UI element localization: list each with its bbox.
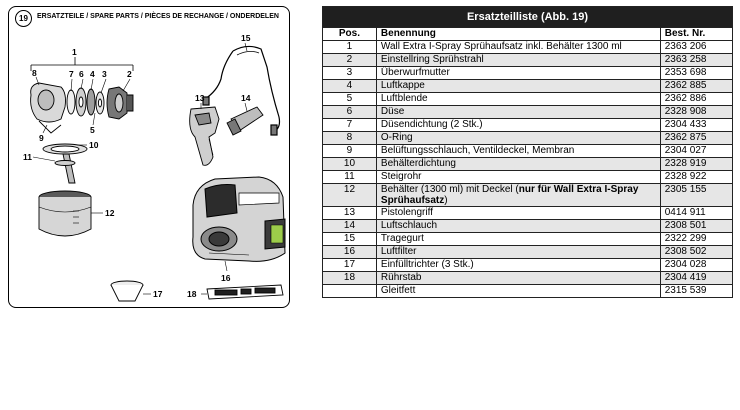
callout-9: 9: [39, 133, 44, 143]
row-pos: 11: [323, 171, 377, 184]
stir-stick-drawing: [201, 285, 283, 299]
row-pos: 5: [323, 93, 377, 106]
row-name: Rührstab: [376, 272, 660, 285]
row-name: Einstellring Sprühstrahl: [376, 54, 660, 67]
row-name: Überwurfmutter: [376, 67, 660, 80]
container-drawing: [39, 191, 103, 236]
pistol-grip-drawing: [190, 103, 219, 165]
callout-11: 11: [23, 152, 32, 162]
row-number: 2363 206: [660, 41, 732, 54]
row-name: Luftblende: [376, 93, 660, 106]
figure-number-badge: 19: [15, 10, 32, 27]
table-row: [323, 93, 733, 106]
callout-6: 6: [79, 69, 84, 79]
callout-1: 1: [72, 47, 77, 57]
callout-18: 18: [187, 289, 197, 299]
table-row: [323, 259, 733, 272]
row-name: Tragegurt: [376, 233, 660, 246]
diagram-title: ERSATZTEILE / SPARE PARTS / PIÈCES DE RECHANGE / ONDERDELEN: [37, 13, 279, 20]
row-name: Gleitfett: [376, 285, 660, 298]
row-number: 2315 539: [660, 285, 732, 298]
table-row: [323, 54, 733, 67]
spray-attachment-drawing: [31, 83, 133, 133]
row-pos: 18: [323, 272, 377, 285]
row-pos: 1: [323, 41, 377, 54]
row-pos: 16: [323, 246, 377, 259]
row-pos: 14: [323, 220, 377, 233]
row-number: 2305 155: [660, 184, 732, 207]
header-pos: Pos.: [323, 28, 377, 41]
row-name: Luftfilter: [376, 246, 660, 259]
spare-parts-table: [322, 6, 733, 298]
callout-13: 13: [195, 93, 205, 103]
table-title: Ersatzteilliste (Abb. 19): [323, 7, 733, 28]
callout-8: 8: [32, 68, 37, 78]
callout-2: 2: [127, 69, 132, 79]
row-number: 2304 027: [660, 145, 732, 158]
row-number: 2328 908: [660, 106, 732, 119]
table-row: [323, 158, 733, 171]
parts-diagram-panel: [8, 6, 290, 308]
callout-7: 7: [69, 69, 74, 79]
callout-10: 10: [89, 140, 99, 150]
row-name: Steigrohr: [376, 171, 660, 184]
row-number: 2322 299: [660, 233, 732, 246]
row-number: 2362 875: [660, 132, 732, 145]
row-pos: [323, 285, 377, 298]
row-name-text-after: ): [444, 195, 448, 206]
gasket-and-tube-drawing: [43, 144, 87, 183]
table-row: [323, 184, 733, 207]
header-number: Best. Nr.: [660, 28, 732, 41]
table-row: [323, 272, 733, 285]
callout-4: 4: [90, 69, 95, 79]
row-pos: 8: [323, 132, 377, 145]
row-number: 2363 258: [660, 54, 732, 67]
table-row: [323, 207, 733, 220]
row-pos: 10: [323, 158, 377, 171]
row-number: 2353 698: [660, 67, 732, 80]
table-row: [323, 285, 733, 298]
row-number: 2308 502: [660, 246, 732, 259]
row-pos: 7: [323, 119, 377, 132]
table-body: [323, 41, 733, 298]
table-row: [323, 246, 733, 259]
table-row: [323, 119, 733, 132]
row-pos: 13: [323, 207, 377, 220]
row-pos: 4: [323, 80, 377, 93]
row-pos: 3: [323, 67, 377, 80]
row-number: 2304 419: [660, 272, 732, 285]
row-name: Wall Extra I-Spray Sprühaufsatz inkl. Behälter 1300 ml: [376, 41, 660, 54]
row-number: 2328 919: [660, 158, 732, 171]
row-number: 2362 886: [660, 93, 732, 106]
table-row: [323, 67, 733, 80]
air-hose-drawing: [227, 103, 263, 135]
row-pos: 6: [323, 106, 377, 119]
funnel-drawing: [111, 281, 151, 301]
row-name: Einfülltrichter (3 Stk.): [376, 259, 660, 272]
row-name: O-Ring: [376, 132, 660, 145]
table-row: [323, 145, 733, 158]
row-name: Belüftungsschlauch, Ventildeckel, Membran: [376, 145, 660, 158]
callout-14: 14: [241, 93, 251, 103]
row-number: 2362 885: [660, 80, 732, 93]
turbine-unit-drawing: [193, 177, 285, 271]
row-pos: 9: [323, 145, 377, 158]
exploded-view-drawing: [9, 7, 290, 308]
row-number: 2308 501: [660, 220, 732, 233]
row-name: Pistolengriff: [376, 207, 660, 220]
table-row: [323, 41, 733, 54]
callout-17: 17: [153, 289, 163, 299]
callout-16: 16: [221, 273, 231, 283]
table-row: [323, 106, 733, 119]
row-name: Düse: [376, 106, 660, 119]
row-number: 2304 433: [660, 119, 732, 132]
row-name: Düsendichtung (2 Stk.): [376, 119, 660, 132]
table-row: [323, 171, 733, 184]
row-name: Luftkappe: [376, 80, 660, 93]
callout-3: 3: [102, 69, 107, 79]
row-pos: 17: [323, 259, 377, 272]
row-name-text: Behälter (1300 ml) mit Deckel (: [380, 184, 519, 195]
table-row: [323, 80, 733, 93]
callout-5: 5: [90, 125, 95, 135]
callout-12: 12: [105, 208, 115, 218]
row-pos: 12: [323, 184, 377, 207]
row-name: Luftschlauch: [376, 220, 660, 233]
header-name: Benennung: [376, 28, 660, 41]
row-number: 0414 911: [660, 207, 732, 220]
row-number: 2304 028: [660, 259, 732, 272]
table-row: [323, 233, 733, 246]
table-row: [323, 220, 733, 233]
row-pos: 15: [323, 233, 377, 246]
row-name-bold-note: nur für Wall Extra I-Spray Sprühaufsatz: [380, 184, 639, 206]
row-name: Behälterdichtung: [376, 158, 660, 171]
callout-15: 15: [241, 33, 251, 43]
row-number: 2328 922: [660, 171, 732, 184]
row-pos: 2: [323, 54, 377, 67]
row-name: [376, 184, 660, 207]
table-row: [323, 132, 733, 145]
